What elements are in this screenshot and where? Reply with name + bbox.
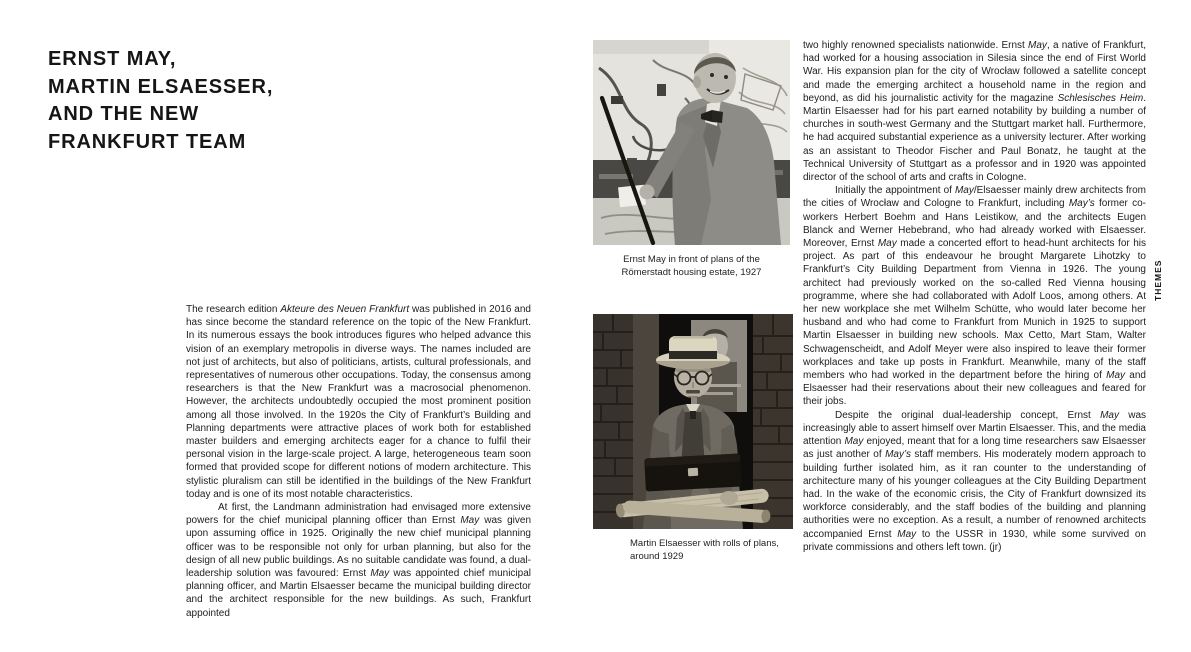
photo-martin-elsaesser-illustration (593, 314, 793, 529)
caption-line: Römerstadt housing estate, 1927 (621, 267, 762, 278)
paragraph: At first, the Landmann administration had envisaged more extensive powers for the chief municipal planning officer than Ernst May was given upon assuming office in 1925. Originally the new chief municipal planning officer was to be responsible not only for urban planning, but also for the design of all new public buildings. As no suitable candidate was found, a dual-leadership solution was favoured: Ernst May was appointed chief municipal planning officer, and Martin Elsaesser became the municipal building director and the architect responsible for the new buildings. As such, Frankfurt appointed (186, 502, 532, 619)
left-text-column (186, 303, 531, 620)
photo-ernst-may (593, 40, 790, 245)
photo-ernst-may-illustration (593, 40, 790, 245)
caption-line: Martin Elsaesser with rolls of plans, (630, 538, 779, 549)
paragraph: Initially the appointment of May/Elsaesser mainly drew architects from the cities of Wrocław and Cologne to Frankfurt, including May’s former co-workers Herbert Boehm and Hans Leistikow, and the architects Eugen Blanck and Werner Hebebrand, who had already worked with Elsaesser. Moreover, Ernst May made a concerted effort to head-hunt architects for his project. As part of this endeavour he brought Margarete Lihotzky to Frankfurt’s City Building Department from Vienna in 1926. The young architect had previously worked on the so-called Red Vienna housing programme, where she had collaborated with Adolf Loos, among others. At her new workplace she met Wilhelm Schütte, who would later become her husband and who had come to Frankfurt from Munich in 1925 to support Martin Elsaesser in building new schools. Max Cetto, Mart Stam, Walter Schwagenscheidt, and Adolf Meyer were also inspired to leave their former workplaces and take up posts in Frankfurt. Meanwhile, many of the staff members who had worked in the department before the hiring of May and Elsaesser had their reservations about their new colleagues and feared for their jobs. (803, 185, 1147, 408)
paragraph: two highly renowned specialists nationwide. Ernst May, a native of Frankfurt, had worked for a housing association in Silesia since the end of First World War. His expansion plan for the city of Wrocław followed a satellite concept and made the emerging architect a household name in the region and beyond, as did his journalistic activity for the magazine Schlesisches Heim. Martin Elsaesser had for his part earned notability by building a number of churches in south-west Germany and the Stuttgart market hall. Furthermore, he had acquired substantial experience as a university lecturer. After working as an assistant to Theodor Fischer and Paul Bonatz, he taught at the Technical University of Stuttgart as a professor and in 1920 was appointed director of the school of arts and crafts in Cologne. (803, 40, 1146, 184)
photo-martin-elsaesser (593, 314, 793, 529)
figure-caption-martin-elsaesser (630, 537, 805, 563)
page-title-line: AND THE NEW (48, 103, 200, 125)
page-title (48, 46, 273, 156)
caption-line: Ernst May in front of plans of the (623, 254, 760, 265)
themes-edge-tab: THEMES (1153, 259, 1163, 301)
paragraph: The research edition Akteure des Neuen Frankfurt was published in 2016 and has since become the standard reference on the topic of the New Frankfurt. In its numerous essays the book introduces figures who helped advance this vision of an exemplary metropolis in diverse ways. The names included are not just of architects, but also of politicians, artists, cultural professionals, and representatives of numerous other occupations. Today, the consensus among researchers is that the New Frankfurt was a macrosocial phenomenon. However, the architects undoubtedly occupied the most prominent position among all those involved. In the 1920s the City of Frankfurt’s Building and Planning departments were attractive places of work both for established master builders and emerging architects eager for a chance to fulfil their personal vision in the large-scale project. A large, heterogeneous team soon formed that provided scope for different notions of modern architecture. This stylistic pluralism can still be identified in the buildings of the New Frankfurt today and is one of its most notable characteristics. (186, 304, 531, 500)
page-title-line: FRANKFURT TEAM (48, 130, 247, 153)
paragraph: Despite the original dual-leadership concept, Ernst May was increasingly able to assert himself over Martin Elsaesser. This, and the media attention May enjoyed, meant that for a long time researchers saw Elsaesser as just another of May’s staff members. His moderately modern approach to building further isolated him, as it ran counter to the understanding of architecture many of his younger colleagues at the City Building Department had. In the wake of the economic crisis, the City of Frankfurt downsized its workforce considerably, and the staff bodies of the building and planning authorities were no exception. As a result, a number of renowned architects accompanied Ernst May to the USSR in 1930, while some survived on private commissions and others left town. (jr) (803, 409, 1146, 553)
page-title-line: MARTIN ELSAESSER, (48, 75, 274, 98)
right-text-column (803, 39, 1146, 554)
page-title-line: ERNST MAY, (48, 48, 177, 70)
caption-line: around 1929 (630, 551, 684, 562)
figure-caption-ernst-may (593, 253, 790, 279)
